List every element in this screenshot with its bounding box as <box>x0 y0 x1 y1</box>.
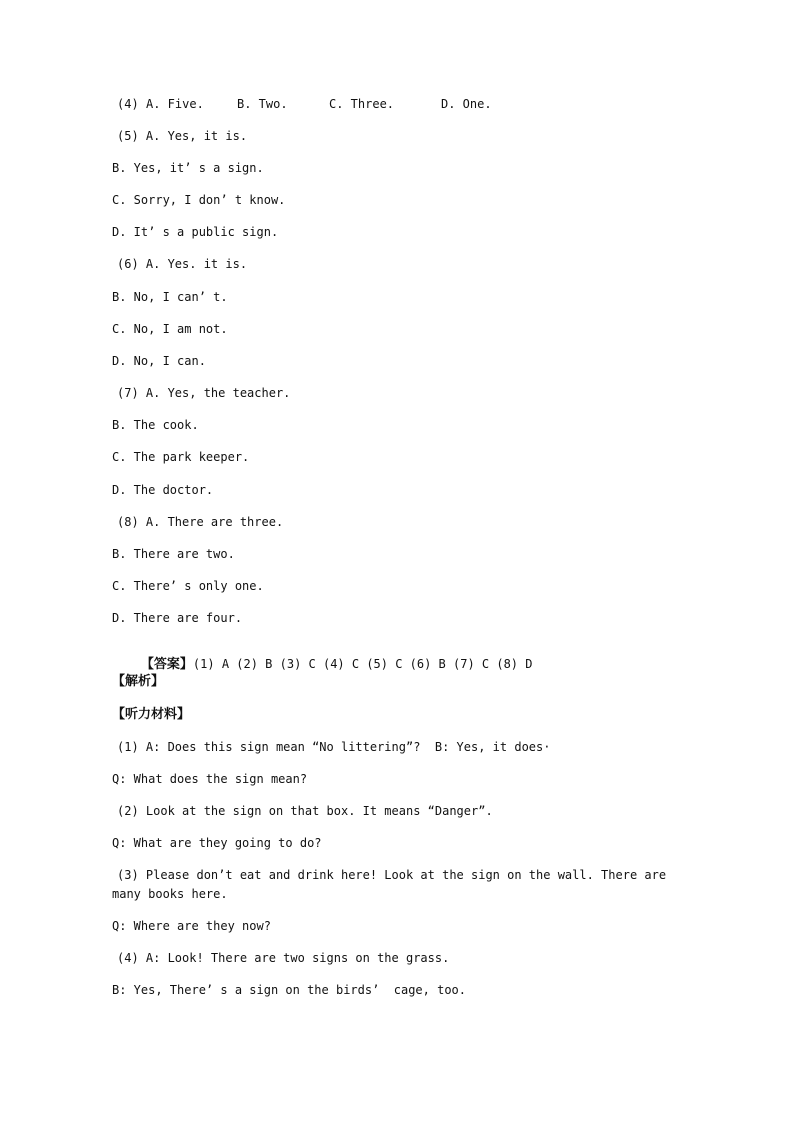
q8-option-a: (8) A. There are three. <box>117 515 284 529</box>
q4-option-d: D. One. <box>441 97 492 111</box>
material-line-2: (2) Look at the sign on that box. It means “Danger”. <box>117 804 493 818</box>
material-line-3b: many books here. <box>112 887 228 901</box>
q5-option-d: D. It’ s a public sign. <box>112 225 279 239</box>
answer-line <box>112 643 532 686</box>
q8-option-b: B. There are two. <box>112 547 235 561</box>
q5-option-a: (5) A. Yes, it is. <box>117 129 248 143</box>
q4-option-b: B. Two. <box>237 97 288 111</box>
q4-option-c: C. Three. <box>329 97 395 111</box>
q6-option-c: C. No, I am not. <box>112 322 228 336</box>
q8-option-c: C. There’ s only one. <box>112 579 264 593</box>
q7-option-d: D. The doctor. <box>112 483 214 497</box>
q7-option-c: C. The park keeper. <box>112 450 250 464</box>
analysis-heading: 【解析】 <box>112 674 165 689</box>
material-line-1: (1) A: Does this sign mean “No littering”? B: Yes, it does· <box>117 740 551 754</box>
answer-heading: 【答案】 <box>140 657 193 672</box>
q7-option-a: (7) A. Yes, the teacher. <box>117 386 291 400</box>
q5-option-b: B. Yes, it’ s a sign. <box>112 161 264 175</box>
material-line-3a: (3) Please don’t eat and drink here! Look at the sign on the wall. There are <box>117 868 667 882</box>
q6-option-b: B. No, I can’ t. <box>112 290 228 304</box>
material-question-1: Q: What does the sign mean? <box>112 772 308 786</box>
listening-material-heading: 【听力材料】 <box>112 707 191 722</box>
q6-option-d: D. No, I can. <box>112 354 206 368</box>
answer-text: (1) A (2) B (3) C (4) C (5) C (6) B (7) C (8) D <box>192 657 533 671</box>
material-line-5: B: Yes, There’ s a sign on the birds’ cage, too. <box>112 983 467 997</box>
q7-option-b: B. The cook. <box>112 418 199 432</box>
q6-option-a: (6) A. Yes. it is. <box>117 257 248 271</box>
q4-number: (4) <box>117 97 139 111</box>
material-question-3: Q: Where are they now? <box>112 919 271 933</box>
q5-option-c: C. Sorry, I don’ t know. <box>112 193 286 207</box>
material-question-2: Q: What are they going to do? <box>112 836 322 850</box>
q4-option-a: A. Five. <box>146 97 204 111</box>
q8-option-d: D. There are four. <box>112 611 243 625</box>
material-line-4: (4) A: Look! There are two signs on the grass. <box>117 951 450 965</box>
